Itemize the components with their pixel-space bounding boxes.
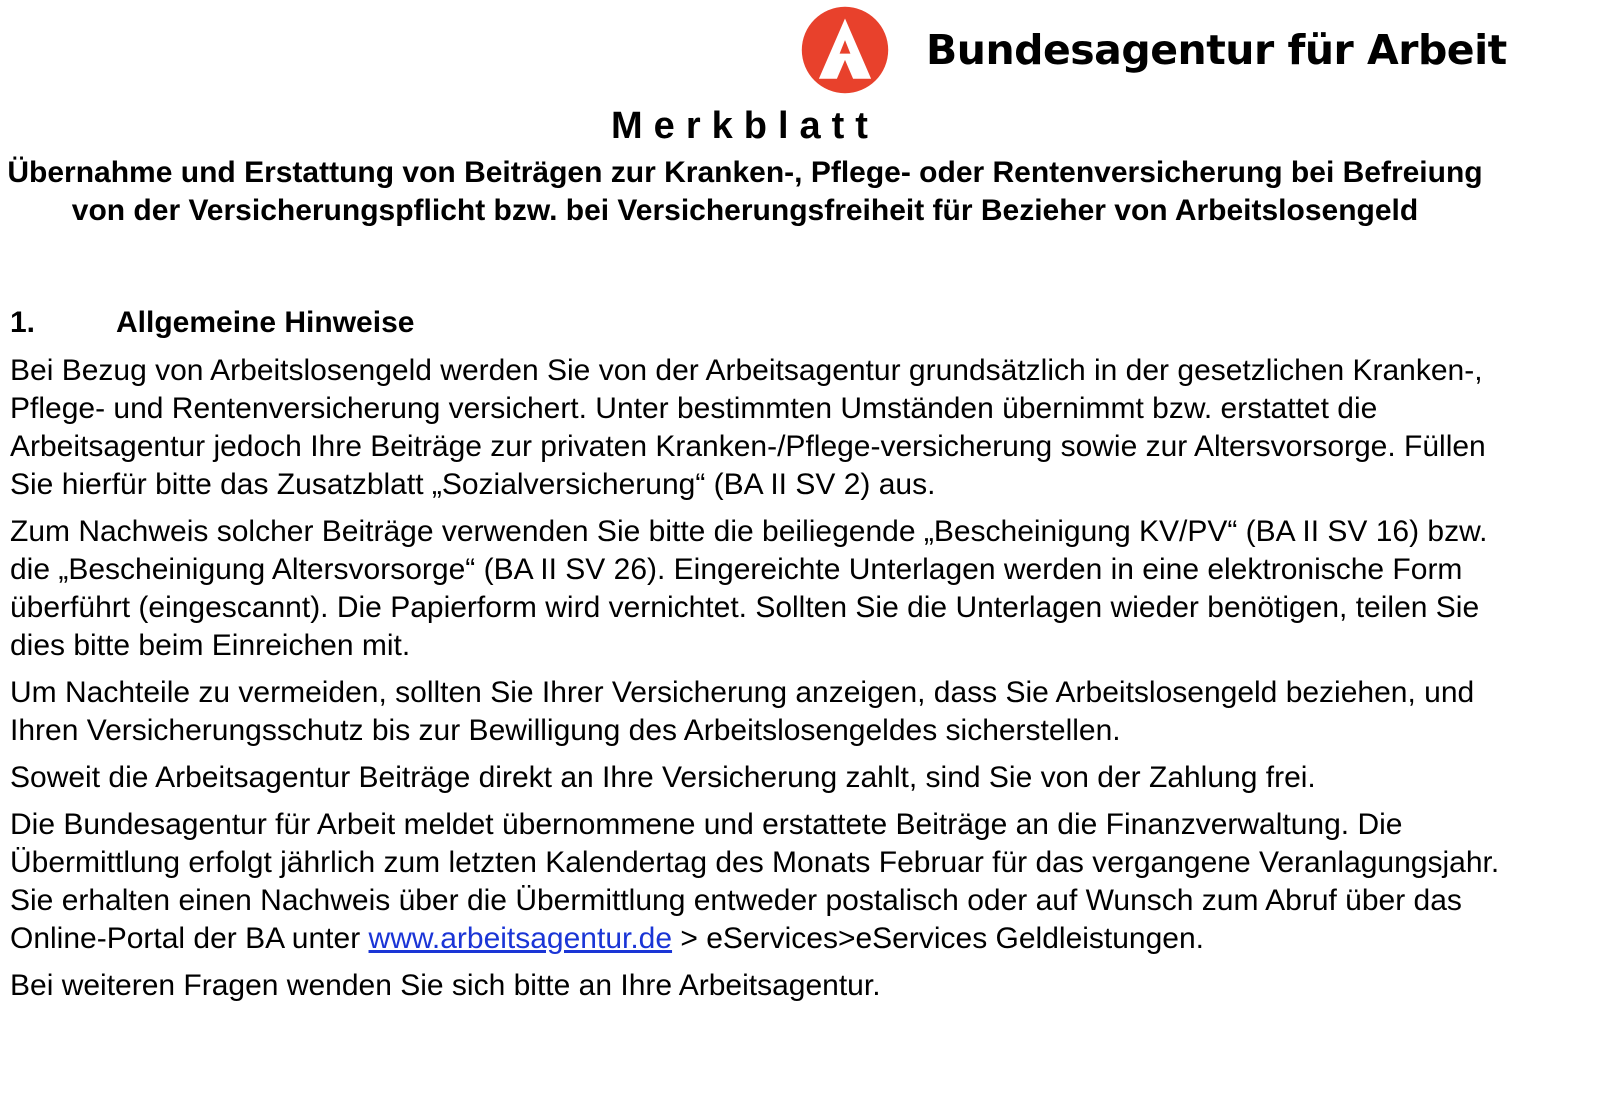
paragraph-payment: Soweit die Arbeitsagentur Beiträge direkt an Ihre Versicherung zahlt, sind Sie von der Zahlung frei. — [10, 761, 1316, 794]
section-title: Allgemeine Hinweise — [116, 306, 415, 339]
finance-text: Die Bundesagentur für Arbeit meldet übernommene und erstattete Beiträge an die Finanzverwaltung. Die Übermittlung erfolgt jährlich zum letzten Kalendertag des Monats Februar für das vergangene Veranlagungsjahr. Sie erhalten einen Nachweis über die Übermittlung entweder postalisch oder auf Wunsch zum Abruf über das Online-Portal der BA unter — [10, 808, 1500, 955]
paragraph-closing: Bei weiteren Fragen wenden Sie sich bitte an Ihre Arbeitsagentur. — [10, 969, 881, 1002]
paragraph-proof: Zum Nachweis solcher Beiträge verwenden Sie bitte die beiliegende „Bescheinigung KV/PV“ (BA II SV 16) bzw. die „Bescheinigung Altersvorsorge“ (BA II SV 26). Eingereichte Unterlagen werden in eine elektronische Form überführt (eingescannt). Die Papierform wird vernichtet. Sollten Sie die Unterlagen wieder benötigen, teilen Sie dies bitte beim Einreichen mit. — [10, 515, 1488, 662]
logo-text: Bundesagentur für Arbeit — [926, 26, 1507, 74]
section-heading — [10, 306, 414, 340]
section-number: 1. — [10, 306, 36, 339]
paragraph-disadvantages: Um Nachteile zu vermeiden, sollten Sie Ihrer Versicherung anzeigen, dass Sie Arbeitslosengeld beziehen, und Ihren Versicherungsschutz bis zur Bewilligung des Arbeitslosengeldes sicherstellen. — [10, 676, 1475, 747]
paragraph-finance — [10, 806, 1500, 958]
paragraph-general: Bei Bezug von Arbeitslosengeld werden Sie von der Arbeitsagentur grundsätzlich in der gesetzlichen Kranken-, Pflege- und Rentenversicherung versichert. Unter bestimmten Umständen übernimmt bzw. erstattet die Arbeitsagentur jedoch Ihre Beiträge zur privaten Kranken-/Pflege-versicherung sowie zur Altersvorsorge. Füllen Sie hierfür bitte das Zusatzblatt „Sozialversicherung“ (BA II SV 2) aus. — [10, 354, 1486, 501]
arbeitsagentur-link[interactable]: www.arbeitsagentur.de — [368, 922, 673, 955]
finance-text-after: > eServices>eServices Geldleistungen. — [672, 922, 1205, 955]
document-subtitle: Übernahme und Erstattung von Beiträgen zur Kranken-, Pflege- oder Rentenversicherung bei Befreiung von der Versicherungspflicht bzw. bei Versicherungsfreiheit für Bezieher von Arbeitslosengeld — [7, 156, 1483, 227]
arbeitsagentur-logo-icon — [800, 5, 890, 95]
header-logo — [800, 5, 1507, 95]
document-title: Merkblatt — [611, 105, 879, 147]
section-body — [10, 352, 1500, 1014]
